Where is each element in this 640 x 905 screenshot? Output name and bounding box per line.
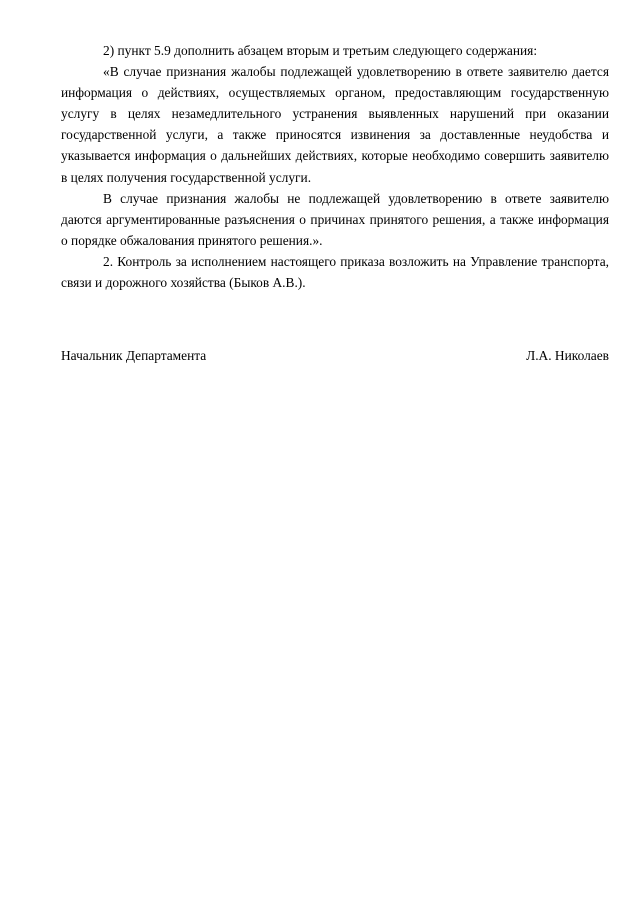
quoted-paragraph-rejected: В случае признания жалобы не подлежащей удовлетворению в ответе заявителю даются аргументированные разъяснения о причинах принятого решения, а также информация о порядке обжалования принятого решения.». [61, 190, 609, 248]
document-body [61, 40, 609, 293]
signatory-name: Л.А. Николаев [526, 348, 609, 363]
quoted-paragraph-satisfied: «В случае признания жалобы подлежащей удовлетворению в ответе заявителю дается информация о действиях, осуществляемых органом, предоставляющим государственную услугу в целях незамедлительного устранения выявленных нарушений при оказании государственной услуги, а также приносятся извинения за доставленные неудобства и указывается информация о дальнейших действиях, которые необходимо совершить заявителю в целях получения государственной услуги. [61, 64, 609, 185]
signatory-position: Начальник Департамента [61, 348, 207, 363]
amendment-paragraph: 2) пункт 5.9 дополнить абзацем вторым и третьим следующего содержания: [103, 43, 538, 58]
control-paragraph: 2. Контроль за исполнением настоящего приказа возложить на Управление транспорта, связи и дорожного хозяйства (Быков А.В.). [61, 253, 609, 291]
signature-block [61, 345, 609, 366]
